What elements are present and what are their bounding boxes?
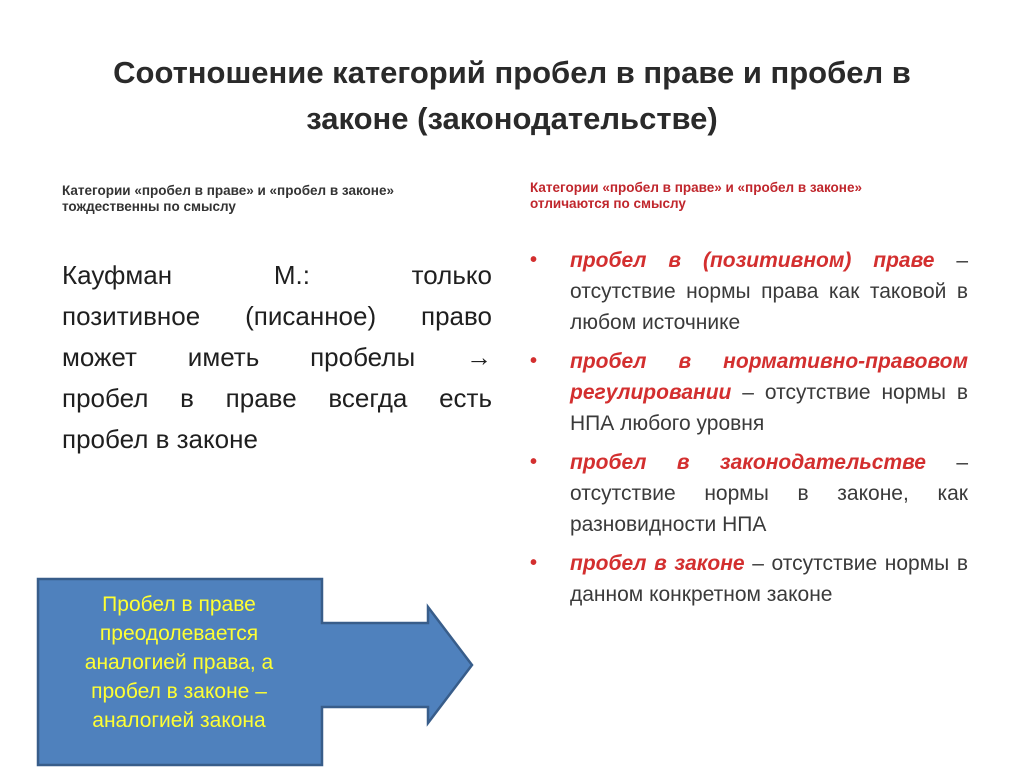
bullet-term: пробел в нормативно-правовом регулировании (570, 350, 968, 404)
left-header-line-1: Категории «пробел в праве» и «пробел в законе» (62, 183, 394, 198)
right-header-line-1: Категории «пробел в праве» и «пробел в законе» (530, 180, 862, 195)
callout-line: преодолевается (99, 622, 259, 645)
bullet-text: – отсутствие нормы права как таковой в любом источнике (570, 249, 969, 334)
bullet-term: пробел в законе (570, 552, 745, 575)
bullet-text: – отсутствие нормы в законе, как разновидности НПА (570, 451, 968, 536)
bullet-icon: • (530, 350, 538, 372)
kaufman-paragraph (62, 255, 492, 460)
slide-title (40, 50, 984, 142)
bullet-term: пробел в законодательстве (570, 451, 926, 474)
callout-text (36, 590, 322, 735)
callout-line: аналогией закона (92, 709, 266, 732)
left-header-line-2: тождественны по смыслу (62, 199, 236, 214)
callout-line: аналогией права, а (84, 651, 274, 674)
right-column-header (530, 180, 970, 212)
gap-types-list (528, 245, 968, 618)
slide-title-line-1: Соотношение категорий пробел в праве и пробел в (113, 55, 911, 90)
list-item (528, 447, 968, 540)
kaufman-line: пробел в законе (62, 424, 258, 454)
slide-title-line-2: законе (законодательстве) (306, 101, 718, 136)
list-item (528, 346, 968, 439)
kaufman-line: позитивное (писанное) право (62, 301, 492, 331)
bullet-text: – отсутствие нормы в данном конкретном законе (570, 552, 968, 606)
bullet-icon: • (530, 249, 538, 271)
callout-line: Пробел в праве (102, 593, 256, 616)
kaufman-line: пробел в праве всегда есть (62, 383, 492, 413)
bullet-icon: • (530, 552, 538, 574)
kaufman-line: может иметь пробелы → (62, 342, 492, 372)
left-column-header (62, 183, 502, 215)
bullet-text: – отсутствие нормы в НПА любого уровня (570, 381, 968, 435)
kaufman-line: Кауфман М.: только (62, 260, 492, 290)
list-item (528, 548, 968, 610)
right-header-line-2: отличаются по смыслу (530, 196, 686, 211)
bullet-term: пробел в (позитивном) праве (570, 249, 935, 272)
callout-line: пробел в законе – (91, 680, 267, 703)
list-item (528, 245, 968, 338)
bullet-icon: • (530, 451, 538, 473)
